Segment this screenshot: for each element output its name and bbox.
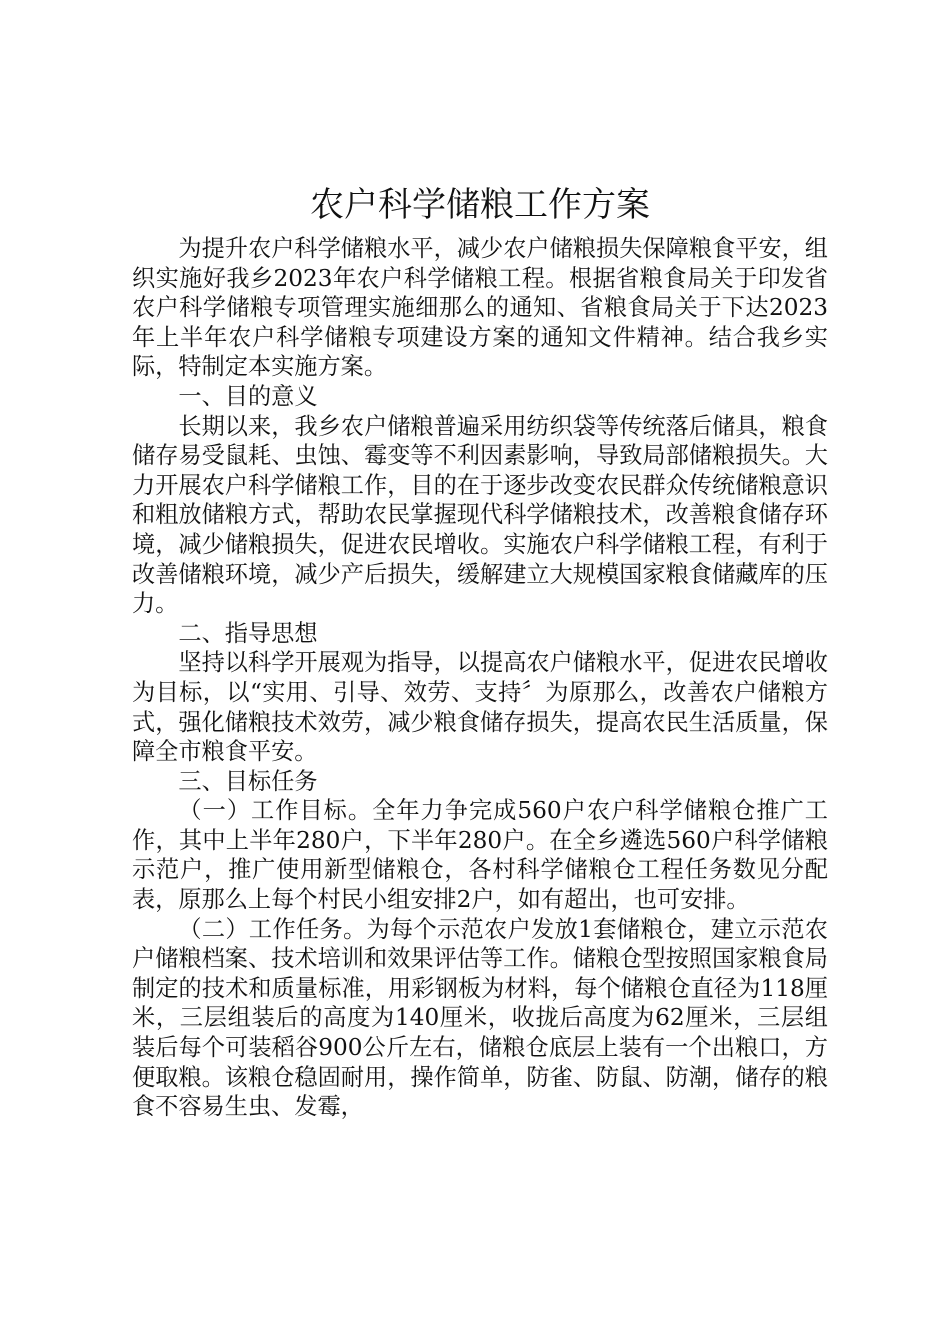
document-body <box>132 180 828 1122</box>
section-3-heading: 三、目标任务 <box>178 767 318 795</box>
section-1-paragraph: 长期以来，我乡农户储粮普遍采用纺织袋等传统落后储具，粮食储存易受鼠耗、虫蚀、霉变等不利因素影响，导致局部储粮损失。大力开展农户科学储粮工作，目的在于逐步改变农民群众传统储粮意识和粗放储粮方式，帮助农民掌握现代科学储粮技术，改善粮食储存环境，减少储粮损失，促进农民增收。实施农户科学储粮工程，有利于改善储粮环境，减少产后损失，缓解建立大规模国家粮食储藏库的压力。 <box>132 412 828 618</box>
intro-paragraph: 为提升农户科学储粮水平，减少农户储粮损失保障粮食平安，组织实施好我乡2023年农户科学储粮工程。根据省粮食局关于印发省农户科学储粮专项管理实施细那么的通知、省粮食局关于下达2023年上半年农户科学储粮专项建设方案的通知文件精神。结合我乡实际，特制定本实施方案。 <box>132 235 828 381</box>
section-3-item-1-paragraph: （一）工作目标。全年力争完成560户农户科学储粮仓推广工作，其中上半年280户，下半年280户。在全乡遴选560户科学储粮示范户，推广使用新型储粮仓，各村科学储粮仓工程任务数见分配表，原那么上每个村民小组安排2户，如有超出，也可安排。 <box>132 797 828 914</box>
section-1-heading: 一、目的意义 <box>178 382 318 410</box>
document-title: 农户科学储粮工作方案 <box>310 185 650 225</box>
section-2-heading: 二、指导思想 <box>178 619 318 647</box>
section-2-paragraph: 坚持以科学开展观为指导，以提高农户储粮水平，促进农民增收为目标，以“实用、引导、效劳、支持〞为原那么，改善农户储粮方式，强化储粮技术效劳，减少粮食储存损失，提高农民生活质量，保障全市粮食平安。 <box>132 649 828 766</box>
section-3-item-2-paragraph: （二）工作任务。为每个示范农户发放1套储粮仓，建立示范农户储粮档案、技术培训和效果评估等工作。储粮仓型按照国家粮食局制定的技术和质量标准，用彩钢板为材料，每个储粮仓直径为118厘米，三层组装后的高度为140厘米，收拢后高度为62厘米，三层组装后每个可装稻谷900公斤左右，储粮仓底层上装有一个出粮口，方便取粮。该粮仓稳固耐用，操作简单，防雀、防鼠、防潮，储存的粮食不容易生虫、发霉， <box>132 915 828 1121</box>
